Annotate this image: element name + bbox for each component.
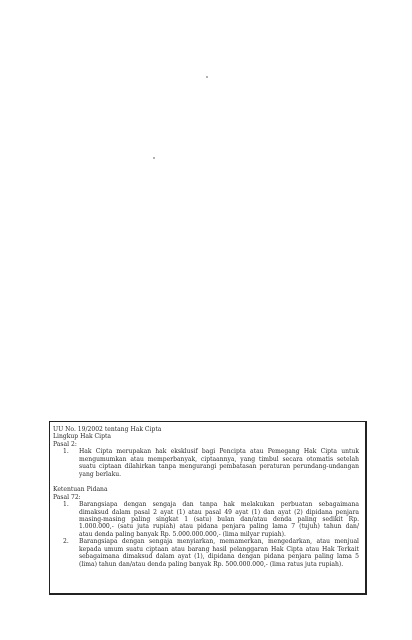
text-line: atau denda paling banyak Rp. 5.000.000.000,- (lima milyar rupiah). xyxy=(79,530,286,538)
text-line: yang berlaku. xyxy=(79,470,122,478)
copyright-notice-box xyxy=(49,421,367,595)
article-2-heading: Pasal 2: xyxy=(53,440,77,448)
scan-speck xyxy=(206,76,208,78)
text-line: masing-masing paling singkat 1 (satu) bulan dan/atau denda paling sedikit Rp. xyxy=(79,515,359,523)
text-line: 1.000.000,- (satu juta rupiah) atau pidana penjara paling lama 7 (tujuh) tahun dan/ xyxy=(79,523,359,531)
list-item xyxy=(53,538,365,568)
item-number: 1. xyxy=(63,501,69,509)
item-number: 2. xyxy=(63,538,69,546)
list-item xyxy=(53,501,365,538)
article-2-list xyxy=(53,448,365,478)
item-text xyxy=(79,448,365,478)
scan-speck xyxy=(153,157,155,159)
item-text xyxy=(79,538,365,568)
text-line: Barangsiapa dengan sengaja dan tanpa hak melakukan perbuatan sebagaimana xyxy=(79,501,359,509)
law-title: UU No. 19/2002 tentang Hak Cipta xyxy=(53,426,162,433)
item-text xyxy=(79,501,365,538)
scope-heading: Lingkup Hak Cipta xyxy=(53,433,111,441)
text-line: Hak Cipta merupakan hak eksklusif bagi Pencipta atau Pemegang Hak Cipta untuk xyxy=(79,448,359,456)
text-line: Barangsiapa dengan sengaja menyiarkan, memamerkan, mengedarkan, atau menjual xyxy=(79,538,359,546)
text-line: dimaksud dalam pasal 2 ayat (1) atau pasal 49 ayat (1) dan ayat (2) dipidana penjara xyxy=(79,508,359,516)
list-item xyxy=(53,448,365,478)
text-line: kepada umum suatu ciptaan atau barang hasil pelanggaran Hak Cipta atau Hak Terkait xyxy=(79,545,359,553)
penalty-heading: Ketentuan Pidana xyxy=(53,486,108,494)
item-number: 1. xyxy=(63,448,69,456)
text-line: mengumumkan atau memperbanyak, ciptaannya, yang timbul secara otomatis setelah xyxy=(79,455,359,463)
text-line: (lima) tahun dan/atau denda paling banyak Rp. 500.000.000,- (lima ratus juta rupiah). xyxy=(79,560,344,568)
article-72-heading: Pasal 72: xyxy=(53,493,81,501)
text-line: suatu ciptaan dilahirkan tanpa mengurangi pembatasan peraturan perundang-undangan xyxy=(79,463,359,471)
text-line: sebagaimana dimaksud dalam ayat (1), dipidana dengan pidana penjara paling lama 5 xyxy=(79,553,359,561)
article-72-list xyxy=(53,501,365,568)
